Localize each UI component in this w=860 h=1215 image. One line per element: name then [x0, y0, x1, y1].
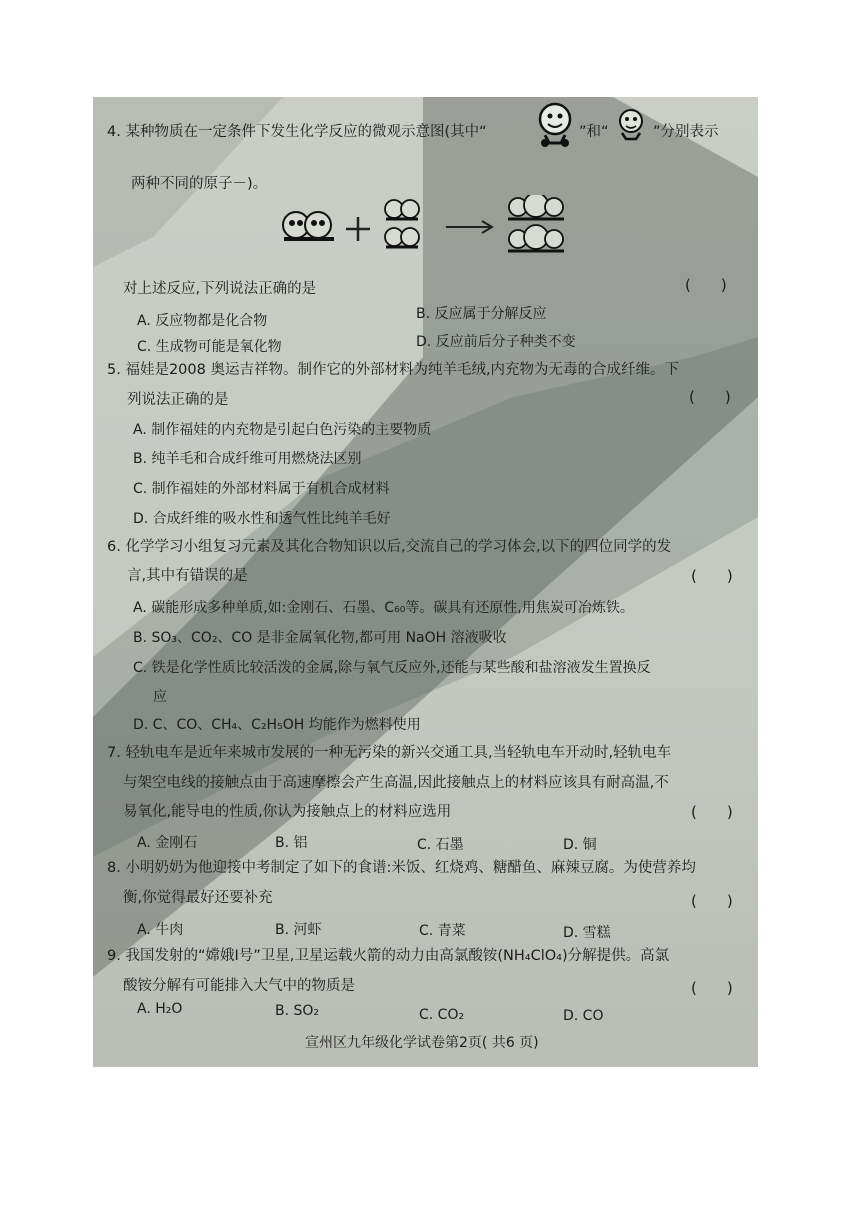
q6-line2: 言,其中有错误的是: [127, 568, 248, 584]
q9-line2: 酸铵分解有可能排入大气中的物质是: [123, 978, 355, 994]
reaction-diagram: [278, 195, 618, 265]
q6-option-c: C. 铁是化学性质比较活泼的金属,除与氧气反应外,还能与某些酸和盐溶液发生置换反: [133, 660, 651, 676]
q4-answer-paren: ( ): [685, 276, 727, 294]
atom-icon-b: [613, 105, 653, 145]
q9-option-d: D. CO: [563, 1008, 604, 1024]
q6-answer-paren: ( ): [691, 567, 733, 585]
q5-line1: 5. 福娃是2008 奥运吉祥物。制作它的外部材料为纯羊毛绒,内充物为无毒的合成纤维。下: [107, 362, 680, 378]
product-molecules: [508, 195, 564, 251]
q6-option-a: A. 碳能形成多种单质,如:金刚石、石墨、C₆₀等。碳具有还原性,用焦炭可冶炼铁。: [133, 600, 634, 616]
q7-option-c: C. 石墨: [417, 837, 464, 853]
q6-option-c-cont: 应: [153, 689, 167, 705]
q5-option-c: C. 制作福娃的外部材料属于有机合成材料: [133, 481, 390, 497]
q4-option-c: C. 生成物可能是氧化物: [137, 339, 282, 355]
q4-line1b: ”和“: [579, 124, 609, 140]
q4-option-b: B. 反应属于分解反应: [416, 306, 547, 322]
q8-line2: 衡,你觉得最好还要补充: [123, 890, 273, 906]
plus-sign: [346, 217, 370, 241]
q8-option-d: D. 雪糕: [563, 925, 611, 941]
q4-option-d: D. 反应前后分子种类不变: [416, 334, 576, 350]
q5-option-d: D. 合成纤维的吸水性和透气性比纯羊毛好: [133, 511, 391, 527]
q6-line1: 6. 化学学习小组复习元素及其化合物知识以后,交流自己的学习体会,以下的四位同学的发: [107, 539, 672, 555]
atom-icon-a: [533, 99, 579, 147]
q5-answer-paren: ( ): [689, 388, 731, 406]
q4-line1a: 4. 某种物质在一定条件下发生化学反应的微观示意图(其中“: [107, 124, 487, 140]
q8-line1: 8. 小明奶奶为他迎接中考制定了如下的食谱:米饭、红烧鸡、糖醋鱼、麻辣豆腐。为使营养均: [107, 860, 696, 876]
q9-line1: 9. 我国发射的“嫦娥Ⅰ号”卫星,卫星运载火箭的动力由高氯酸铵(NH₄ClO₄)分解提供。高氯: [107, 948, 670, 964]
q8-option-b: B. 河虾: [275, 922, 322, 938]
q7-option-d: D. 铜: [563, 837, 597, 853]
q7-option-a: A. 金刚石: [137, 835, 198, 851]
q5-option-a: A. 制作福娃的内充物是引起白色污染的主要物质: [133, 422, 432, 438]
q9-option-b: B. SO₂: [275, 1003, 320, 1019]
q5-line2: 列说法正确的是: [127, 392, 229, 408]
q9-option-c: C. CO₂: [419, 1007, 465, 1023]
q7-answer-paren: ( ): [691, 803, 733, 821]
q7-line3: 易氧化,能导电的性质,你认为接触点上的材料应选用: [123, 804, 452, 820]
q7-option-b: B. 铝: [275, 835, 308, 851]
q5-option-b: B. 纯羊毛和合成纤维可用燃烧法区别: [133, 451, 362, 467]
page-footer: 宣州区九年级化学试卷第2页( 共6 页): [305, 1035, 539, 1051]
arrow-icon: [446, 221, 492, 233]
q4-line1c: ”分别表示: [653, 124, 719, 140]
q4-stem: 对上述反应,下列说法正确的是: [123, 281, 317, 297]
q9-answer-paren: ( ): [691, 979, 733, 997]
q6-option-d: D. C、CO、CH₄、C₂H₅OH 均能作为燃料使用: [133, 717, 421, 733]
reactant-molecule-b: [385, 200, 419, 247]
q7-line1: 7. 轻轨电车是近年来城市发展的一种无污染的新兴交通工具,当轻轨电车开动时,轻轨电车: [107, 745, 672, 761]
q7-line2: 与架空电线的接触点由于高速摩擦会产生高温,因此接触点上的材料应该具有耐高温,不: [123, 775, 669, 791]
q8-option-a: A. 牛肉: [137, 922, 184, 938]
q8-answer-paren: ( ): [691, 892, 733, 910]
exam-page: [93, 97, 758, 1067]
reactant-molecule-a: [283, 212, 334, 239]
q9-option-a: A. H₂O: [137, 1001, 183, 1017]
q4-line2: 两种不同的原子－)。: [131, 176, 268, 192]
q6-option-b: B. SO₃、CO₂、CO 是非金属氧化物,都可用 NaOH 溶液吸收: [133, 630, 507, 646]
q8-option-c: C. 青菜: [419, 923, 466, 939]
q4-option-a: A. 反应物都是化合物: [137, 313, 268, 329]
